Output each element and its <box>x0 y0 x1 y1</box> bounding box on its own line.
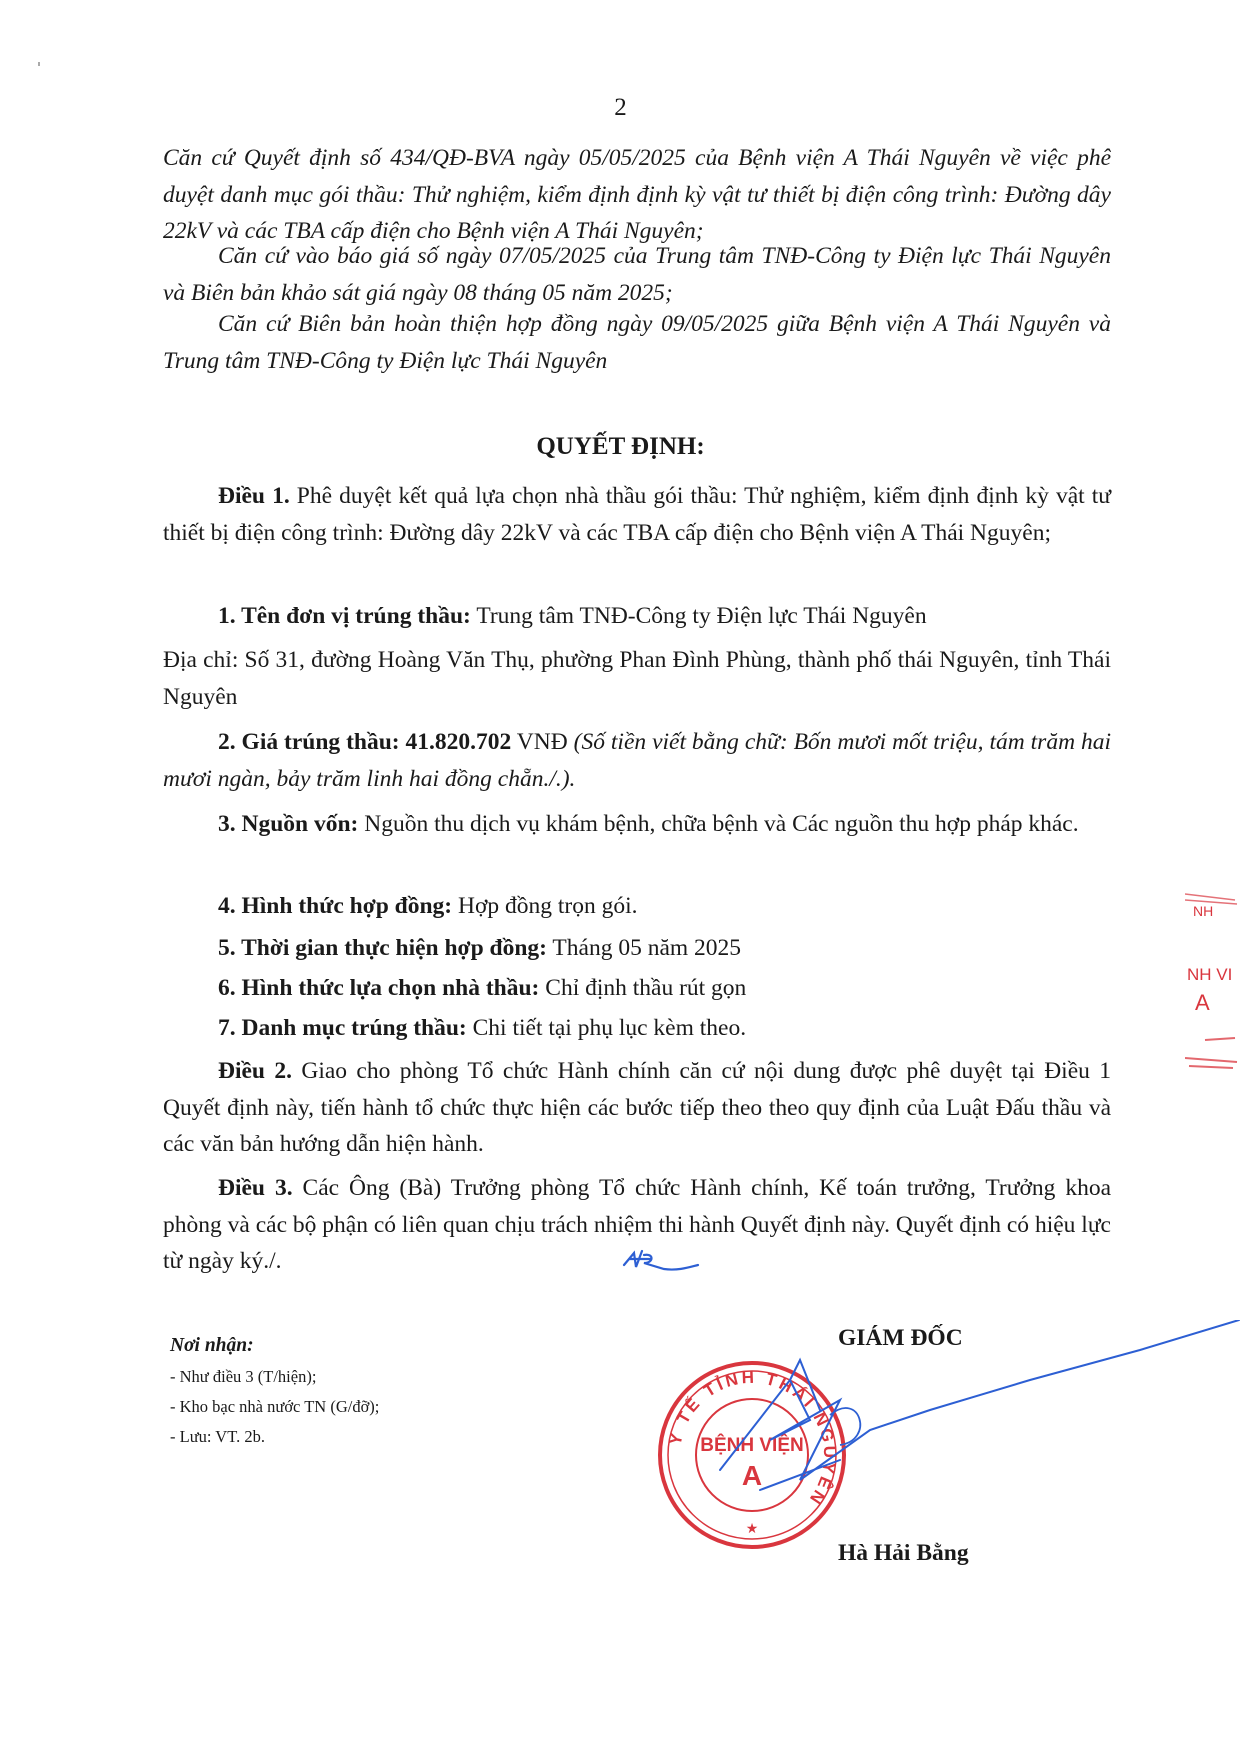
item-2-label: 2. Giá trúng thầu: 41.820.702 <box>218 729 512 755</box>
item-6-label: 6. Hình thức lựa chọn nhà thầu: <box>218 975 540 1001</box>
preamble-contract-minutes: Căn cứ Biên bản hoàn thiện hợp đồng ngày 09/05/2025 giữa Bệnh viện A Thái Nguyên và Trung tâm TNĐ-Công ty Điện lực Thái Nguyên <box>163 311 1111 374</box>
recipient-item: - Lưu: VT. 2b. <box>170 1427 265 1446</box>
article-3-text: Các Ông (Bà) Trưởng phòng Tổ chức Hành chính, Kế toán trưởng, Trưởng khoa phòng và các bộ phận có liên quan chịu trách nhiệm thi hành Quyết định này. Quyết định có hiệu lực từ ngày ký./. <box>163 1175 1111 1274</box>
preamble-price-quote: Căn cứ vào báo giá số ngày 07/05/2025 của Trung tâm TNĐ-Công ty Điện lực Thái Nguyên và Biên bản khảo sát giá ngày 08 tháng 05 năm 2025; <box>163 243 1111 306</box>
item-selection-method <box>163 970 1111 1007</box>
article-2 <box>163 1053 1111 1163</box>
item-1-value: Trung tâm TNĐ-Công ty Điện lực Thái Nguyên <box>470 603 927 629</box>
item-1-label: 1. Tên đơn vị trúng thầu: <box>218 603 471 629</box>
contractor-address: Địa chỉ: Số 31, đường Hoàng Văn Thụ, phường Phan Đình Phùng, thành phố thái Nguyên, tỉnh Thái Nguyên <box>163 647 1111 710</box>
article-3-label: Điều 3. <box>218 1175 293 1201</box>
item-7-label: 7. Danh mục trúng thầu: <box>218 1015 467 1041</box>
edge-fragment-2: NH VI <box>1187 965 1233 984</box>
article-1 <box>163 478 1111 551</box>
svg-text:BỆNH VIỆN: BỆNH VIỆN <box>700 1435 804 1456</box>
item-4-value: Hợp đồng trọn gói. <box>452 893 638 919</box>
item-2-currency: VNĐ <box>511 729 574 755</box>
item-6-value: Chỉ định thầu rút gọn <box>539 975 747 1001</box>
scan-speck <box>38 62 40 66</box>
item-funding-source <box>163 806 1111 843</box>
item-winning-contractor <box>163 598 1111 635</box>
item-3-value: Nguồn thu dịch vụ khám bệnh, chữa bệnh và Các nguồn thu hợp pháp khác. <box>358 811 1079 837</box>
preamble-decision-434: Căn cứ Quyết định số 434/QĐ-BVA ngày 05/05/2025 của Bệnh viện A Thái Nguyên về việc phê duyệt danh mục gói thầu: Thử nghiệm, kiểm định định kỳ vật tư thiết bị điện công trình: Đường dây 22kV và các TBA cấp điện cho Bệnh viện A Thái Nguyên; <box>163 145 1111 244</box>
item-winning-price <box>163 724 1111 797</box>
edge-fragment-1: NH <box>1193 903 1214 919</box>
item-5-value: Tháng 05 năm 2025 <box>546 935 742 961</box>
svg-text:A: A <box>741 1460 763 1491</box>
recipient-item: - Kho bạc nhà nước TN (G/đỡ); <box>170 1397 380 1416</box>
article-2-label: Điều 2. <box>218 1058 292 1084</box>
recipients-block <box>170 1330 379 1452</box>
item-3-label: 3. Nguồn vốn: <box>218 811 359 837</box>
signer-name: Hà Hải Bằng <box>838 1540 969 1566</box>
article-2-text: Giao cho phòng Tổ chức Hành chính căn cứ nội dung được phê duyệt tại Điều 1 Quyết định này, tiến hành tổ chức thực hiện các bước tiếp theo theo quy định của Luật Đấu thầu và các văn bản hướng dẫn hiện hành. <box>163 1058 1111 1157</box>
article-1-label: Điều 1. <box>218 483 290 509</box>
article-1-text: Phê duyệt kết quả lựa chọn nhà thầu gói thầu: Thử nghiệm, kiểm định định kỳ vật tư thiết bị điện công trình: Đường dây 22kV và các TBA cấp điện cho Bệnh viện A Thái Nguyên; <box>163 483 1112 546</box>
item-7-value: Chi tiết tại phụ lục kèm theo. <box>466 1015 747 1041</box>
recipient-item: - Như điều 3 (T/hiện); <box>170 1367 317 1386</box>
item-5-label: 5. Thời gian thực hiện hợp đồng: <box>218 935 547 961</box>
initial-mark-icon <box>620 1245 700 1275</box>
svg-text:★: ★ <box>745 1522 759 1537</box>
signer-title: GIÁM ĐỐC <box>838 1325 963 1351</box>
page-number: 2 <box>614 94 627 121</box>
item-contract-type <box>163 888 1111 925</box>
edge-seal-fragment-icon <box>1185 890 1241 1090</box>
item-contract-period <box>163 930 1111 967</box>
svg-text:Y TẾ TỈNH THÁI NGUYÊN: Y TẾ TỈNH THÁI NGUYÊN <box>665 1367 840 1510</box>
item-2-amount-in-words: (Số tiền viết bằng chữ: Bốn mươi mốt triệu, tám trăm hai mươi ngàn, bảy trăm linh hai đồng chẵn./.). <box>163 729 1111 792</box>
recipients-title: Nơi nhận: <box>170 1335 254 1356</box>
decision-heading: QUYẾT ĐỊNH: <box>536 433 705 460</box>
item-winning-list <box>163 1010 1111 1047</box>
edge-fragment-3: A <box>1195 990 1210 1015</box>
item-4-label: 4. Hình thức hợp đồng: <box>218 893 453 919</box>
director-signature-icon <box>700 1320 1241 1520</box>
